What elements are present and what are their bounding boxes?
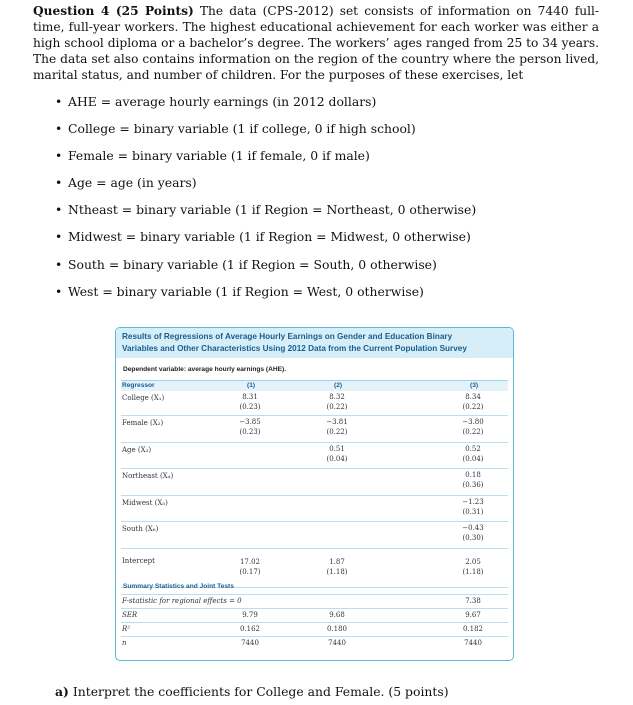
bullet-icon: • (55, 283, 63, 299)
regressor-header: Regressor (122, 382, 155, 389)
part-a-text: Interpret the coefficients for College and Female. (5 points) (72, 684, 449, 699)
variable-item: • Ntheast = binary variable (1 if Region = Northeast, 0 otherwise) (55, 202, 477, 218)
bullet-icon: • (55, 256, 63, 272)
dependent-variable-note: Dependent variable: average hourly earnings (AHE). (123, 366, 287, 373)
bullet-icon: • (55, 229, 63, 245)
summary-title: Summary Statistics and Joint Tests (123, 583, 234, 590)
variable-item: • AHE = average hourly earnings (in 2012 dollars) (55, 94, 377, 109)
col2-header: (2) (334, 382, 343, 389)
summary-row: R² 0.162 0.180 0.182 (121, 622, 508, 636)
table-row: Northeast (X₄) 0.18 (0.36) (121, 469, 508, 496)
table-column-header (121, 380, 508, 391)
summary-row: n 7440 7440 7440 (121, 636, 508, 650)
col1-header: (1) (247, 382, 256, 389)
variable-item: • South = binary variable (1 if Region = South, 0 otherwise) (55, 256, 437, 272)
table-row: Midwest (X₅) −1.23 (0.31) (121, 496, 508, 522)
part-a-question (55, 684, 449, 699)
question-heading: Question 4 (25 Points) (33, 4, 194, 18)
summary-row: SER 9.79 9.68 9.67 (121, 608, 508, 622)
variable-list (55, 94, 476, 311)
part-a-label: a) (55, 684, 69, 699)
variable-item: • Age = age (in years) (55, 175, 197, 191)
summary-rows (121, 594, 508, 650)
variable-item: • College = binary variable (1 if college, 0 if high school) (55, 121, 416, 137)
variable-item: • Midwest = binary variable (1 if Region = Midwest, 0 otherwise) (55, 229, 471, 245)
bullet-icon: • (55, 175, 63, 191)
summary-row: F-statistic for regional effects = 0 7.38 (121, 594, 508, 608)
table-row: Age (X₃) 0.51 (0.04) 0.52 (0.04) (121, 443, 508, 469)
table-row: College (X₁) 8.31 (0.23) 8.32 (0.22) 8.34 (0.22) (121, 391, 508, 416)
table-row: South (X₆) −0.43 (0.30) (121, 522, 508, 549)
col3-header: (3) (470, 382, 479, 389)
variable-item: • West = binary variable (1 if Region = West, 0 otherwise) (55, 283, 424, 299)
bullet-icon: • (55, 148, 63, 164)
table-row: Female (X₂) −3.85 (0.23) −3.81 (0.22) −3.80 (0.22) (121, 416, 508, 443)
regression-table (115, 327, 514, 661)
bullet-icon: • (55, 202, 63, 218)
bullet-icon: • (55, 94, 63, 109)
table-title: Results of Regressions of Average Hourly Earnings on Gender and Education Binary Variables and Other Characteristics Using 2012 Data from the Current Population Survey (116, 328, 513, 358)
bullet-icon: • (55, 121, 63, 137)
question-text (33, 3, 599, 83)
variable-item: • Female = binary variable (1 if female, 0 if male) (55, 148, 370, 164)
coefficient-rows (121, 391, 508, 588)
question-body: The data (CPS-2012) set consists of information on 7440 full-time, full-year workers. The highest educational achievement for each worker was either a high school diploma or a bachelor’s degree. The workers’ ages ranged from 25 to 34 years. The data set also contains information on the region of the country where the person lived, marital status, and number of children. For the purposes of these exercises, let (33, 4, 599, 83)
table-row: Intercept 17.02 (0.17) 1.87 (1.18) 2.05 (1.18) (121, 549, 508, 588)
